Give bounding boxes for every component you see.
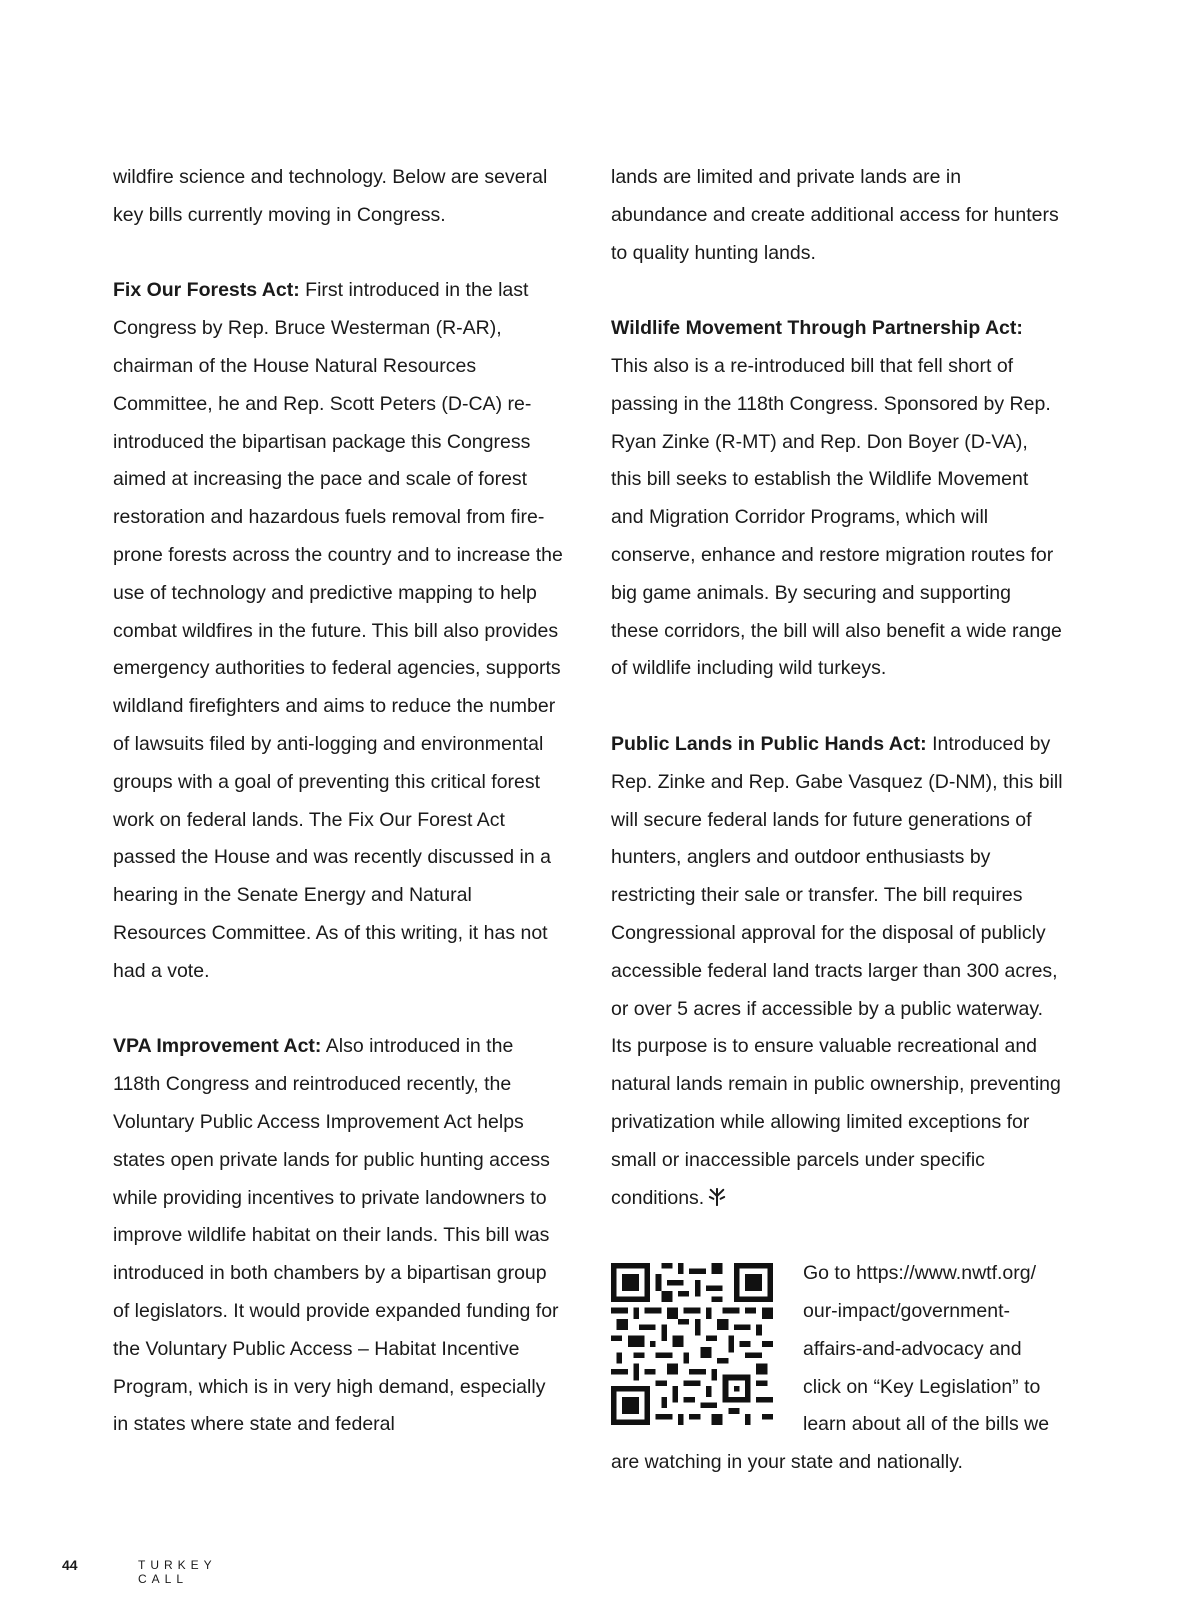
page-number: 44 xyxy=(62,1557,78,1573)
magazine-name: TURKEY CALL xyxy=(138,1558,217,1586)
fix-our-forests-title: Fix Our Forests Act: xyxy=(113,279,300,302)
intro-paragraph: wildfire science and technology. Below are several key bills currently moving in Congress. xyxy=(113,166,548,226)
continuation-paragraph: lands are limited and private lands are in abundance and create additional access for hunters to quality hunting lands. xyxy=(611,166,1059,264)
public-lands-title: Public Lands in Public Hands Act: xyxy=(611,732,927,755)
turkey-track-icon xyxy=(708,1188,726,1206)
qr-code-icon[interactable] xyxy=(611,1263,773,1425)
qr-caption-last-line: are watching in your state and nationally. xyxy=(611,1451,963,1474)
right-column xyxy=(611,159,1063,1482)
wildlife-movement-body: This also is a re-introduced bill that fell short of passing in the 118th Congress. Sponsored by Rep. Ryan Zinke (R-MT) and Rep. Don Boyer (D-VA), this bill seeks to establish the Wildlife Movement and Migration Corridor Programs, which will conserve, enhance and restore migration routes for big game animals. By securing and supporting these corridors, the bill will also benefit a wide range of wildlife including wild turkeys. xyxy=(611,354,1062,680)
fix-our-forests-body: First introduced in the last Congress by Rep. Bruce Westerman (R-AR), chairman of the House Natural Resources Committee, he and Rep. Scott Peters (D-CA) re-introduced the bipartisan package this Congress aimed at increasing the pace and scale of forest restoration and hazardous fuels removal from fire-prone forests across the country and to increase the use of technology and predictive mapping to help combat wildfires in the future. This bill also provides emergency authorities to federal agencies, supports wildland firefighters and aims to reduce the number of lawsuits filed by anti-logging and environmental groups with a goal of preventing this critical forest work on federal lands. The Fix Our Forest Act passed the House and was recently discussed in a hearing in the Senate Energy and Natural Resources Committee. As of this writing, it has not had a vote. xyxy=(113,279,563,982)
qr-caption-line[interactable]: our-impact/government- xyxy=(803,1299,1010,1322)
qr-caption-line: click on “Key Legislation” to xyxy=(803,1375,1041,1398)
left-column xyxy=(113,159,565,1444)
vpa-title: VPA Improvement Act: xyxy=(113,1035,322,1058)
qr-caption-line: learn about all of the bills we xyxy=(803,1413,1050,1436)
wildlife-movement-paragraph xyxy=(611,310,1063,688)
qr-caption xyxy=(803,1255,1049,1444)
fix-our-forests-paragraph xyxy=(113,272,565,990)
vpa-paragraph xyxy=(113,1028,565,1444)
qr-section xyxy=(611,1255,1063,1444)
public-lands-body: Introduced by Rep. Zinke and Rep. Gabe Vasquez (D-NM), this bill will secure federal lands for future generations of hunters, anglers and outdoor enthusiasts by restricting their sale or transfer. The bill requires Congressional approval for the disposal of publicly accessible federal land tracts larger than 300 acres, or over 5 acres if accessible by a public waterway. Its purpose is to ensure valuable recreational and natural lands remain in public ownership, preventing privatization while allowing limited exceptions for small or inaccessible parcels under specific conditions. xyxy=(611,732,1063,1209)
qr-caption-line[interactable]: Go to https://www.nwtf.org/ xyxy=(803,1262,1037,1285)
public-lands-paragraph xyxy=(611,726,1063,1217)
qr-caption-line[interactable]: affairs-and-advocacy and xyxy=(803,1337,1022,1360)
wildlife-movement-title: Wildlife Movement Through Partnership Act: xyxy=(611,317,1023,340)
vpa-body: Also introduced in the 118th Congress and reintroduced recently, the Voluntary Public Access Improvement Act helps states open private lands for public hunting access while providing incentives to private landowners to improve wildlife habitat on their lands. This bill was introduced in both chambers by a bipartisan group of legislators. It would provide expanded funding for the Voluntary Public Access – Habitat Incentive Program, which is in very high demand, especially in states where state and federal xyxy=(113,1035,559,1436)
